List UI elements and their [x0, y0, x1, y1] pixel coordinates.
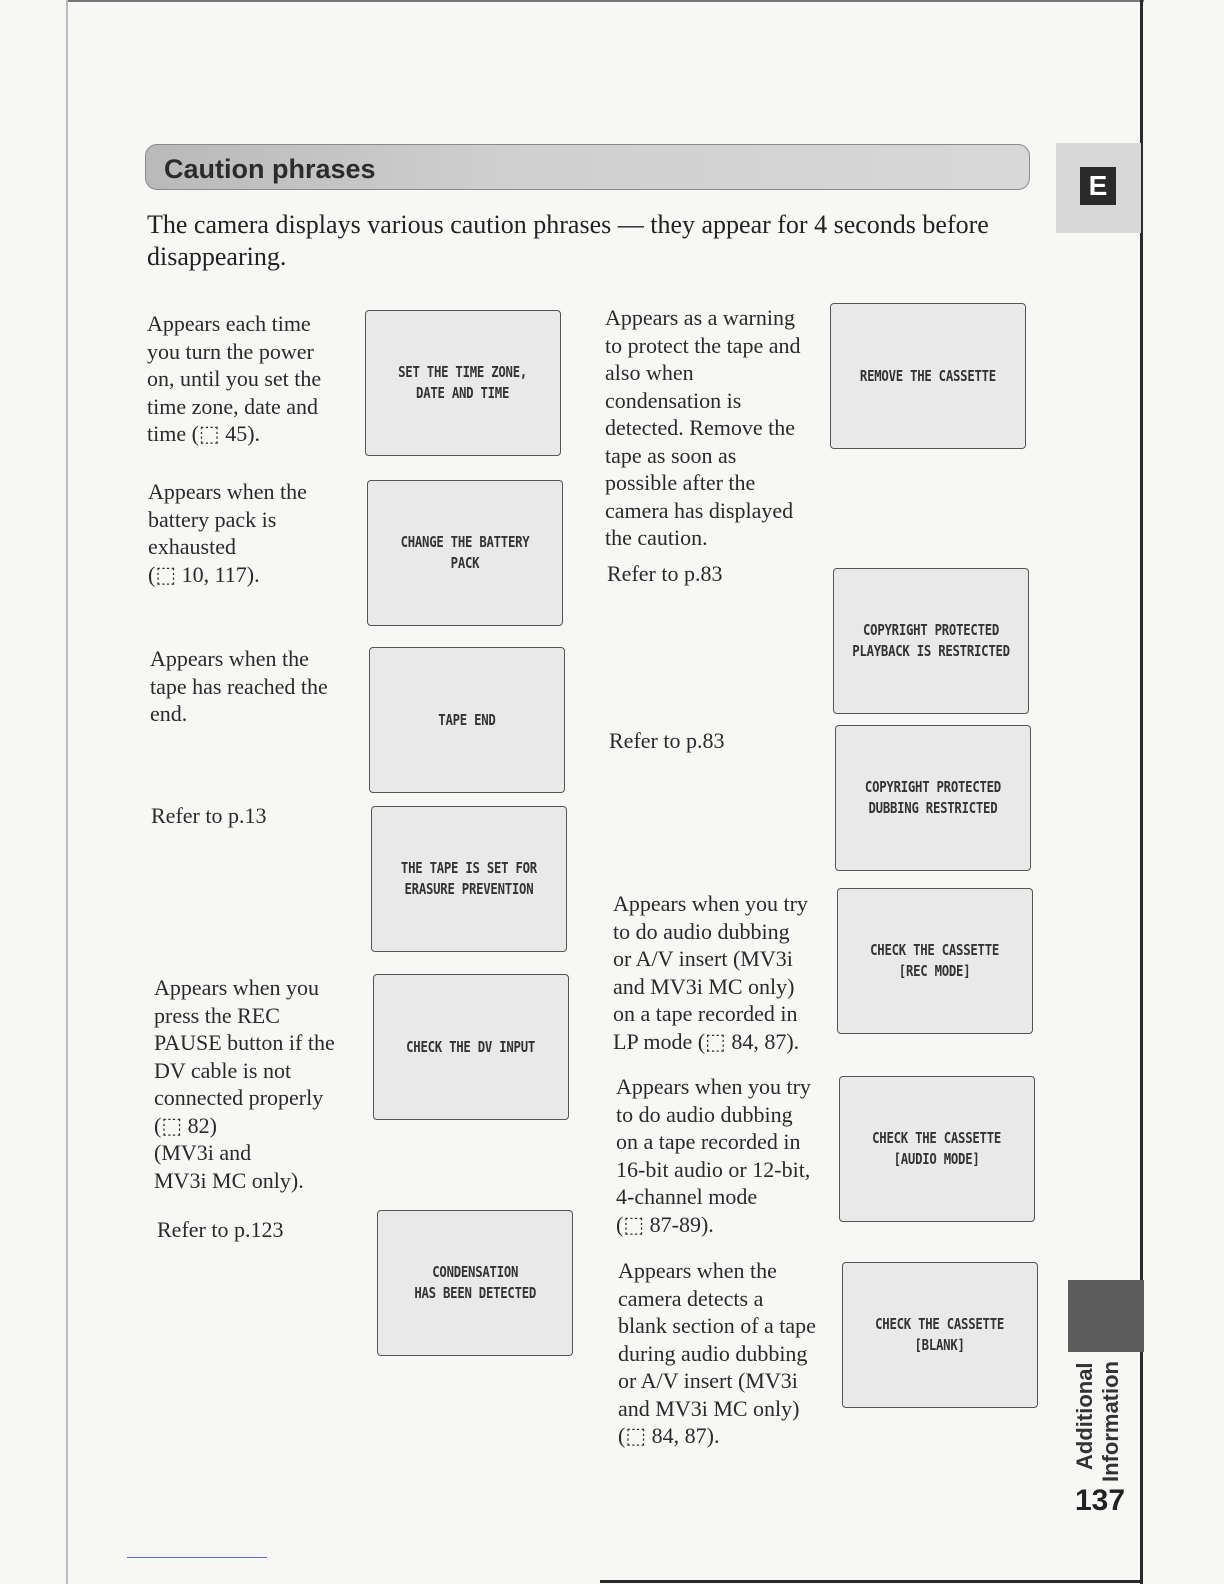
caution-screen — [369, 647, 565, 793]
caution-screen-text: COPYRIGHT PROTECTED PLAYBACK IS RESTRICTED — [852, 621, 1010, 660]
caution-description: Appears when you try to do audio dubbing on a tape recorded in 16-bit audio or 12-bit, 4-channel mode (⬚ 87-89). — [616, 1074, 811, 1237]
caution-description: Appears when the battery pack is exhausted (⬚ 10, 117). — [148, 479, 307, 587]
footer-rule — [127, 1557, 267, 1558]
section-title: Caution phrases — [164, 154, 376, 184]
caution-description: Refer to p.13 — [151, 803, 267, 828]
caution-screen — [839, 1076, 1035, 1222]
caution-description: Appears when you try to do audio dubbing or A/V insert (MV3i and MV3i MC only) on a tape recorded in LP mode (⬚ 84, 87). — [613, 891, 808, 1054]
caution-screen — [835, 725, 1031, 871]
caution-description: Appears when you press the REC PAUSE button if the DV cable is not connected properly (⬚ 82) (MV3i and MV3i MC only). — [154, 975, 335, 1193]
language-tab — [1056, 143, 1141, 233]
caution-description: Appears when the camera detects a blank section of a tape during audio dubbing or A/V insert (MV3i and MV3i MC only) (⬚ 84, 87). — [618, 1258, 816, 1448]
caution-screen — [367, 480, 563, 626]
page-border-left — [66, 0, 68, 1584]
caution-screen-text: TAPE END — [438, 710, 496, 729]
caution-screen — [371, 806, 567, 952]
section-side-label — [1072, 1362, 1128, 1482]
caution-description: Appears each time you turn the power on, until you set the time zone, date and time (⬚ 45). — [147, 311, 322, 446]
caution-screen — [830, 303, 1026, 449]
caution-screen-text: CHECK THE DV INPUT — [406, 1037, 536, 1056]
caution-screen-text: CHANGE THE BATTERY PACK — [400, 533, 530, 572]
caution-screen — [842, 1262, 1038, 1408]
caution-description: Appears when the tape has reached the end. — [150, 646, 328, 726]
caution-screen-text: CHECK THE CASSETTE [AUDIO MODE] — [872, 1129, 1002, 1168]
page-border-top — [66, 0, 1144, 2]
intro-paragraph: The camera displays various caution phrases — they appear for 4 seconds before disappearing. — [147, 210, 989, 271]
section-side-label-text: Additional Information — [1072, 1361, 1123, 1482]
caution-screen-text: CONDENSATION HAS BEEN DETECTED — [414, 1263, 536, 1302]
section-header — [145, 144, 1030, 190]
section-tab-marker — [1068, 1280, 1144, 1352]
caution-screen — [833, 568, 1029, 714]
caution-screen-text: SET THE TIME ZONE, DATE AND TIME — [398, 363, 528, 402]
language-tab-letter: E — [1080, 167, 1116, 205]
caution-screen-text: THE TAPE IS SET FOR ERASURE PREVENTION — [400, 859, 538, 898]
caution-screen — [837, 888, 1033, 1034]
caution-screen — [377, 1210, 573, 1356]
caution-screen — [373, 974, 569, 1120]
page-number: 137 — [1075, 1484, 1126, 1517]
caution-description: Refer to p.83 — [607, 561, 723, 586]
caution-screen-text: CHECK THE CASSETTE [BLANK] — [875, 1315, 1005, 1354]
caution-description: Appears as a warning to protect the tape and also when condensation is detected. Remove the tape as soon as possible after the camera has displayed the caution. — [605, 305, 801, 550]
caution-description: Refer to p.83 — [609, 728, 725, 753]
caution-screen-text: REMOVE THE CASSETTE — [859, 366, 997, 385]
caution-screen-text: CHECK THE CASSETTE [REC MODE] — [870, 941, 1000, 980]
page-border-bottom — [600, 1580, 1140, 1583]
caution-description: Refer to p.123 — [157, 1217, 284, 1242]
caution-screen — [365, 310, 561, 456]
caution-screen-text: COPYRIGHT PROTECTED DUBBING RESTRICTED — [864, 778, 1002, 817]
